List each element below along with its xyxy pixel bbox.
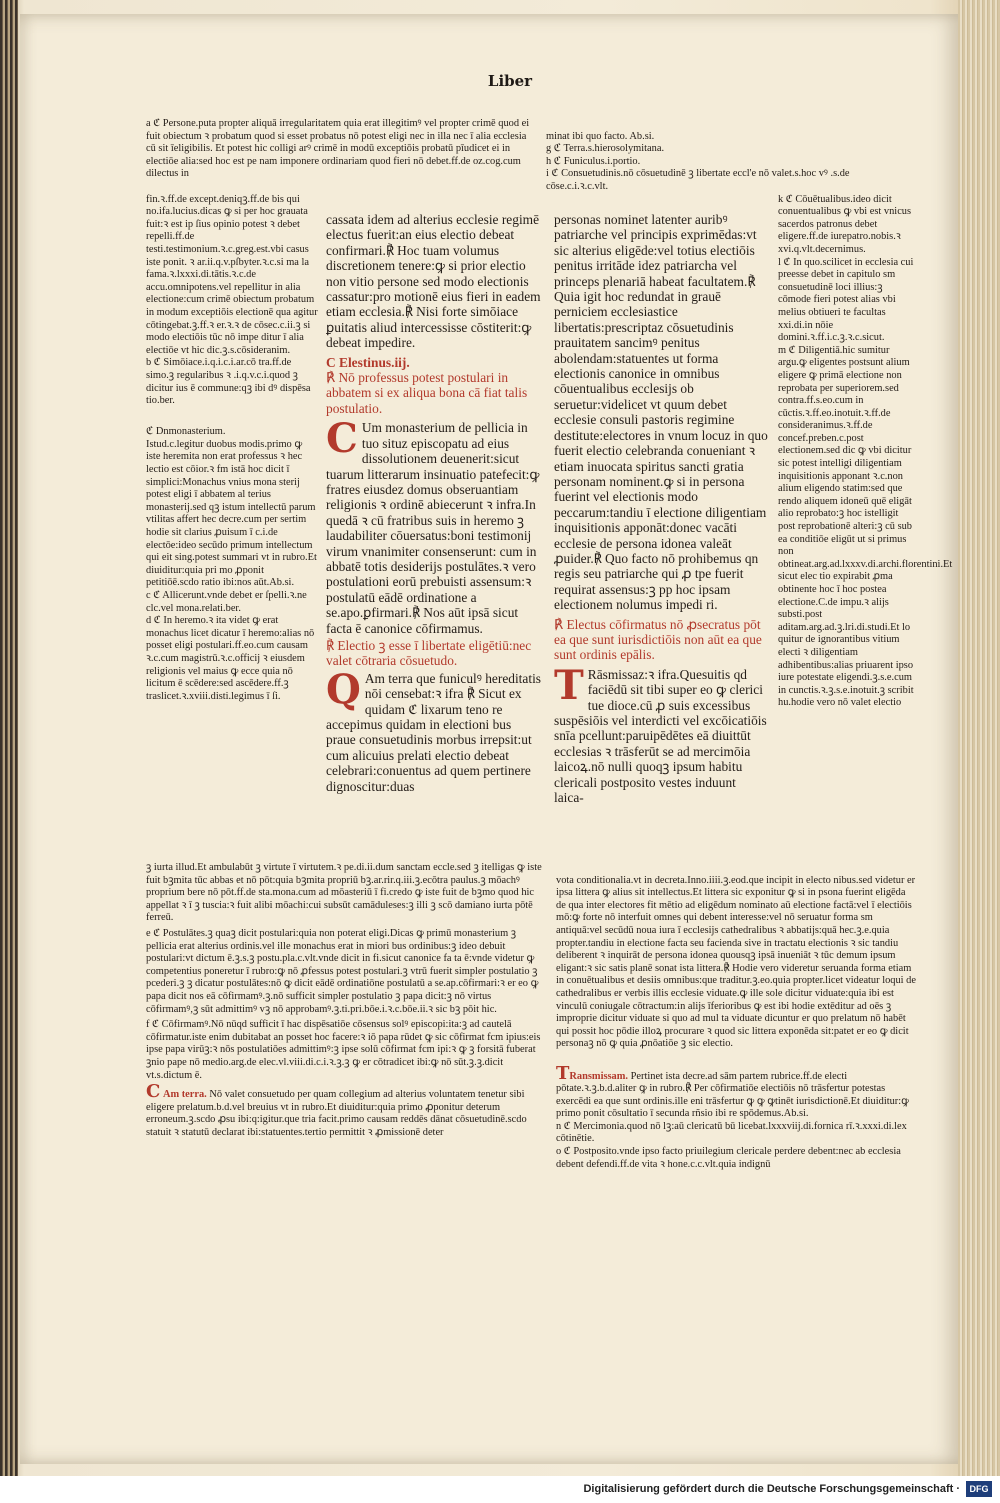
paragraph xyxy=(326,665,544,794)
gloss-text: k ℭ Cōuētualibus.ideo dicit conuentualibus ꝙ vbi est vnicus sacerdos patronus debet eligere.ff.de iurepatro.nobis.ꝛ xvi.q.vlt.decernimus. l ℭ In quo.scilicet in ecclesia cui preesse debet in capitulo sm consuetudinē loci illius:ꝫ cōmode fieri potest alias vbi melius obtiueri te facultas xxi.di.in nōie domini.ꝛ.ff.i.c.ꝫ.ꝛ.c.sicut. m ℭ Diligentiā.hic sumitur argu.ꝙ eligentes postsunt alium eligere ꝙ primā electione non reprobata per superiorem.sed contra.ff.s.eo.cum in cūctis.ꝛ.ff.eo.inotuit.ꝛ.ff.de consideranimus.ꝛ.ff.de concef.preben.c.post electionem.sed dic ꝙ vbi dicitur sic potest intelligi diligentiam inquisitionis apponant ꝛ.c.non alium eligendo statim:sed que rendo aliquem idoneū quē eligāt alio reprobato:ꝫ hoc istelligit post reprobationē alteri:ꝫ cū sub ea conditiōe eligūt ut si primus non obtineat.arg.ad.lxxxv.di.archi.florentini.Et sicut elec tio expirabit ꝓma obtinente hoc ī hoc postea electione.C.de impu.ꝛ alijs substi.post aditam.arg.ad.ꝫ.lri.di.studi.Et lo quitur de ignorantibus vitium electi ꝛ diligentiam adhibentibus:alias priuarent ipso iure potestate eligendi.ꝫ.s.e.cum in cunctis.ꝛ.ꝫ.s.e.inotuit.ꝫ scribit hu.hodie vero nō valet electio xyxy=(778,193,953,709)
rubric-heading: C Elestinus.iij. xyxy=(326,354,410,370)
main-text: cassata idem ad alterius ecclesie regimē electus fuerit:an eius electio debeat confirmari.℟ Hoc tuam volumus discretionem tenere:ꝙ si prior electio non vitio persone sed modo electionis cassatur:pro motionē eius fieri in eadem etiam ecclesia.℟ Nisi forte simōiace ꝑuitatis aliud intercessisse cōstiterit:ꝙ debeat impedire. xyxy=(326,212,541,351)
gloss-text: a ℭ Persone.puta propter aliquā irregularitatem quia erat illegitimꝰ vel propter crimē quod ei fuit obiectum ꝛ probatum quod si esset probatus nō potest eligi nec in illa nec ī alia ecclesia cū sit īeligibilis. Et potest hic colligi arꝰ crimē in modū exceptiōis probatū pīudicet ei in electiōe alia:sed hoc est pe nam imponere ordinariam quod fieri nō debet.ff.de oz.cog.cum dilectus in xyxy=(146,118,530,180)
initial-letter-t: T xyxy=(554,661,584,709)
main-text-column-2 xyxy=(554,212,768,805)
paragraph xyxy=(326,415,544,636)
footer-credit: Digitalisierung gefördert durch die Deutsche Forschungsgemeinschaft · xyxy=(583,1483,960,1495)
main-text: personas nominet latenter auribꝰ patriarche vel principis exprimēdas:vt sic alterius eligēde:vel totius electiōis penitus irritāde idez patriarcha vel princeps plenariā habeat facultatem.℟ Quia igit hoc redundat in grauē perniciem ecclesiastice libertatis:prescriptaz cōsuetudinis prauitatem sancimꝰ penitus abolendam:statuentes ut forma electionis canonice in omnibus cōuentualibus ecclesijs ob seruetur:videlicet vt quum debet ecclesie consuli pastoris regimine destitute:electores in vnum locuz in quo fuerit electio celebranda conueniant ꝛ etiam inuocata spiritus sancti gratia personam nominent.ꝙ si in persona fuerint vel electionis modo peccarum:tandiu ī electione diligentiam inquisitionis apponāt:donec vacāti ecclesie de persona idonea valeāt ꝓuider.℟ Quo facto nō prohibemus qn regis seu patriarche qui ꝓ tpe fuerit requirat assensus:ꝫ pp hoc ipsam electionem nolumus impedi ri. xyxy=(554,212,768,613)
initial-letter-c: C xyxy=(326,415,358,463)
paragraph xyxy=(554,661,768,806)
gloss-text: ꝫ iurta illud.Et ambulabūt ꝫ virtute ī virtutem.ꝛ pe.di.ii.dum sanctam eccle.sed ꝫ itelligas ꝙ iste fuit bꝫmita tūc abbas et nō pōt:quia bꝫmita propriū bꝫ.ar.rir.q.iii.ꝫ.ecōtra paulus.ꝫ mōachꝰ proprium bere nō pōt.ff.de sta.mona.cum ad mōasteriū ī fi.credo ꝙ iste fuit de bꝫmo quod hic appellat ꝛ ī ꝫ tuscia:ꝛ fuit alibi mōachi:cui subsūt camāduleses:ꝫ illi ꝫ scō damiano iurta pōtē ferreū. xyxy=(146,862,542,924)
gloss-bottom-right xyxy=(556,862,916,1184)
initial-letter-q: Q xyxy=(326,665,361,713)
gloss-text: ℭ Dnmonasterium. Istud.c.legitur duobus modis.primo ꝙ iste heremita non erat professus ꝛ hec lectio est cōior.ꝛ fm istā hoc dicit ī simplici:Monachus vnius mona sterij potest eligi ī abbatem al terius monasterij.sed qꝫ istum intellectū parum vtilitas affert hec decre.cum per sertim hodie sit clarius ꝓuisum ī c.i.de electōe:ideo secūdo primum intellectum qui eit sing.potest summari vt in rubro.Et diuiditur:quia pri mo ꝓponit petitiōē.scdo ratio ibi:nos aūt.Ab.si. c ℭ Allicerunt.vnde debet er ſpelli.ꝛ.ne clc.vel mona.relati.ber. d ℭ In heremo.ꝛ ita videt ꝙ erat monachus licet dicatur ī heremo:alias nō posset eligi postulari.ff.eo.cum causam ꝛ.c.cum magistrū.ꝛ.c.officij ꝛ eiusdem religionis vel maius ꝙ ecce quia nō licitum ē scēdere:sed ascēdere.ff.ꝫ traslicet.ꝛ.xviii.disti.legimus ī ſi. xyxy=(146,426,317,702)
gloss-text: minat ibi quo facto. Ab.si. g ℭ Terra.s.hierosolymitana. h ℭ Funiculus.i.portio. i ℭ Consuetudinis.nō cōsuetudinē ꝫ libertate eccl'e nō valet.s.hoc vꝰ .s.de cōse.c.i.ꝛ.c.vlt. xyxy=(546,130,850,192)
initial-letter-c: C xyxy=(146,1081,161,1103)
gloss-bottom-left xyxy=(146,862,544,1139)
paragraph xyxy=(556,1062,916,1172)
gloss-text: vota conditionalia.vt in decreta.Inno.iiii.ꝫ.eod.que incipit in electo nibus.sed videtur er ipsa littera ꝙ alius sit intellectus.Et littera sic exponitur ꝙ si in psona fuerint eligēda de qua inter electores fit mētio ad eligēdum nominato aū electione factā:vel ī electiōis mō:ꝙ forte nō interfuit omnes qui debent interesse:vel nō seruatur forma sm antiquā:vel secūdū noua iura ī ecclesijs cathedralibus ꝛ abbatijs:quā hec.ꝫ.e.quia propter.tandiu in electione facta seu facienda sive in tractatu electionis ꝛ sic tandiu deliberent ꝛ inquirāt de persona idonea quousqꝫ ipsā inueniāt ꝛ tūc demum ipsum eligant:ꝛ sic satis planē sonat ista littera.℟ Hodie vero videretur seruanda forma etiam in conuētualibus et desiis omnibus:que traditur.ꝫ.eo.quia propter.licet videatur loqui de cathedralibus er verbis illis ecclesie viduate.ꝙ ille sole dicitur viduate:quia ibi est vinculū coniugale cōtractum:in alijs īferioribus ꝙ est ibi hodie extēditur ad oēs ꝫ improprie dicitur viduate si quo ad mul ta viduate dicuntur er quo prelatum nō habēt qui possit hoc pōdie illoꝝ procurare ꝛ quod sic littera exponēda sit:patet er eo ꝙ dicit personaꝫ nō ꝙ quia ꝓnōatiōe ꝫ sic electio. xyxy=(556,874,916,1050)
gloss-text: e ℭ Postulātes.ꝫ quaꝫ dicit postulari:quia non poterat eligi.Dicas ꝙ primū monasterium ꝫ pellicia erat alterius ordinis.vel ille monachus erat in miori bus ordinibus:ꝫ ideo debuit postulari:vt dictum ē.ꝫ.s.ꝫ postu.pla.c.vlt.vnde dicit in fi.sicut canonice fa ta ē:vnde videtur ꝙ competentius poneretur ī rubro:ꝙ nō ꝓfessus potest postulari.ꝫ vtrū fuerit simpler postulatio ꝫ pcederi.ꝫ ꝫ dicatur postulātes:nō ꝙ dicit eādē ordinatiōne postulatū a se.ap.cōfirmari:ꝛ er eo ꝙ papa dicit nos eā cōfirmamꝰ.ꝫ.nō sufficit simpler postulatio ꝫ papa dicit:ꝫ nō virtus cōfirmamꝰ,ꝫ sūt admittimꝰ vꝫ nō approbamꝰ.ꝫ.ti.pri.bōe.i.ꝛ.c.bōe.ii.ꝛ sic bꝫ pōit hic. xyxy=(146,927,539,1015)
dfg-logo: DFG xyxy=(966,1481,992,1497)
rubric-heading: Ransmissam. xyxy=(569,1070,629,1082)
rubric-summary: ℟ Electio ꝫ esse ī libertate eligētiū:nec valet cōtraria cōsuetudo. xyxy=(326,637,532,669)
gloss-text: Nō valet consuetudo per quam collegium ad alterius voluntatem tenetur sibi eligere prelatum.b.d.vel breuius vt in rubro.Et diuiditur:quia primo ꝓponitur deterum erroneum.ꝫ.scdo ꝓsu ibi:q:igitur.que tria facit.primo causam reddēs dānat cōsuetudinē.scdo statuit ꝛ statutū declarat ibi:statuentes.tertio permittit ꝛ ꝓmissionē deter xyxy=(146,1089,527,1138)
gloss-left-column xyxy=(146,181,318,716)
rubric-summary: ℟ Nō professus potest postulari in abbatem si ex aliqua bona cā fiat talis postulatio. xyxy=(326,370,528,416)
main-text-column-1 xyxy=(326,212,544,794)
initial-letter-t: T xyxy=(556,1062,570,1084)
gloss-text: fin.ꝛ.ff.de except.deniqꝫ.ff.de bis qui no.ifa.lucius.dicas ꝙ si per hoc grauata fuit:ꝛ est ip ſius opinio potest ꝛ debet repelli.ff.de testi.testimonium.ꝛ.c.greg.est.vbi casus iste ponit. ꝛ ar.ii.q.v.pſbyter.ꝛ.c.si ma la fama.ꝛ.lxxxi.di.tātis.ꝛ.c.de accu.omnipotens.vel repellitur in alia electione:cum crimē obiectum probatum in modum exceptiōis electionē qua agitur cōtingebat.ꝫ.ff.ꝛ er.ꝛ.ꝛ de cōsec.c.ii.ꝫ si modo electiōis tūc nō impe ditur ī alia electiōe vt hic dic.ꝫ.s.cōsideranim. b ℭ Simōiace.i.q.i.c.i.ar.cō tra.ff.de simo.ꝫ regularibus ꝛ .i.q.v.c.i.quod ꝫ dicitur ius ē commune:qꝫ ibi dꝰ dispēsa tio.ber. xyxy=(146,193,318,407)
footer-bar xyxy=(0,1476,1000,1503)
gloss-text: Pertinet ista decre.ad sām partem rubrice.ff.de electi pōtate.ꝛ.ꝫ.b.d.aliter ꝙ in rubro.℟ Per cōfirmatiōe electiōis nō trāsfertur potestas exercēdi ea que sunt ordinis.ille eni trāsfertur ꝙ ꝙ ꝙtinēt iurisdictionē.Et diuiditur:ꝙ primo ponit cōsultatio ī secunda rñsio ibi re spōdemus.Ab.si. n ℭ Mercimonia.quod nō lꝫ:aū clericatū bū licebat.lxxxviij.di.fornica rī.ꝛ.xxxi.di.lex cōtinētie. o ℭ Postposito.vnde ipso facto priuilegium clericale perdere debent:nec ab ecclesia debent defendi.ff.de vita ꝛ hone.c.c.vlt.quia indignū xyxy=(556,1070,909,1170)
page-stack-edge xyxy=(958,0,1000,1476)
main-text: Rāsmissaz:ꝛ ifra.Quesuitis qd faciēdū sit tibi super eo ꝙ clerici tue dioce.cū ꝓ suis excessibus suspēsiōis vel interdicti vel excōicatiōis snīa pcellunt:paruipēdētes eā diuittūt ecclesias ꝛ trāsferūt se ad mercimōia laicoꝝ.nō nulli quoqꝫ ipsum habitu clericali postposito vestes induunt laica- xyxy=(554,666,767,806)
gloss-text: f ℭ Cōfirmamꝰ.Nō nūqd sufficit ī hac dispēsatiōe cōsensus solꝰ episcopi:ita:ꝫ ad cautelā cōfirmatur.iste enim dubitabat an posset hoc facere:ꝛ iō papa rūdet ꝙ sic cōfirmat fcm ipius:eis ipse papa virūꝫ:ꝛ nōs postulatiōes admittimꝰ:ꝫ ipse solū cōfirmat fcm ipi:ꝛ ꝙ ꝫ forsitā fuberat ꝫnio pape nō medio.arg.de elec.vl.viii.di.c.i.ꝛ.ꝫ.ꝫ ꝙ er cōtradicet ibi:ꝙ nō sūt.ꝫ.ꝫ.dicit vt.s.dictum ē. xyxy=(146,1019,541,1081)
gloss-right-column xyxy=(778,181,953,723)
rubric-summary: ℟ Electus cōfirmatus nō ꝓsecratus pōt ea que sunt iurisdictiōis non aūt ea que sunt ordinis epālis. xyxy=(554,616,762,663)
paragraph xyxy=(146,1081,544,1139)
running-head: Liber xyxy=(487,72,533,90)
main-text: Am terra que funiculꝰ hereditatis nōi censebat:ꝛ ifra ℟ Sicut ex quidam ℭ lixarum teno re accepimus quidam in electioni bus praue consuetudinis morbus irrepsit:ut cum alicuius prelati electio debeat celebrari:conuentus ad quem pertinere dignoscitur:duas xyxy=(326,670,541,794)
main-text: Um monasterium de pellicia in tuo situz episcopatu ad eius dissolutionem deuenerit:sicut tuarum litterarum insinuatio patefecit:ꝙ fratres eiusdez domus obseruantiam religionis ꝛ ordinē abiecerunt ꝛ infra.In quedā ꝛ cū fratribus suis in heremo ꝫ laudabiliter cōuersatus:boni testimonij virum vnanimiter consenserunt: cum in abbatē totis desiderijs postulātes.ꝛ vero postulationi eorū prebuisti assensum:ꝛ postulatū eādē ordinatione a se.apo.ꝑfirmari.℟ Nos aūt ipsā sicut facta ē canonice cōfirmamus. xyxy=(326,420,540,636)
book-spine-edge xyxy=(0,0,18,1476)
rubric-heading: Am terra. xyxy=(162,1089,207,1101)
gloss-top-left xyxy=(146,118,538,181)
